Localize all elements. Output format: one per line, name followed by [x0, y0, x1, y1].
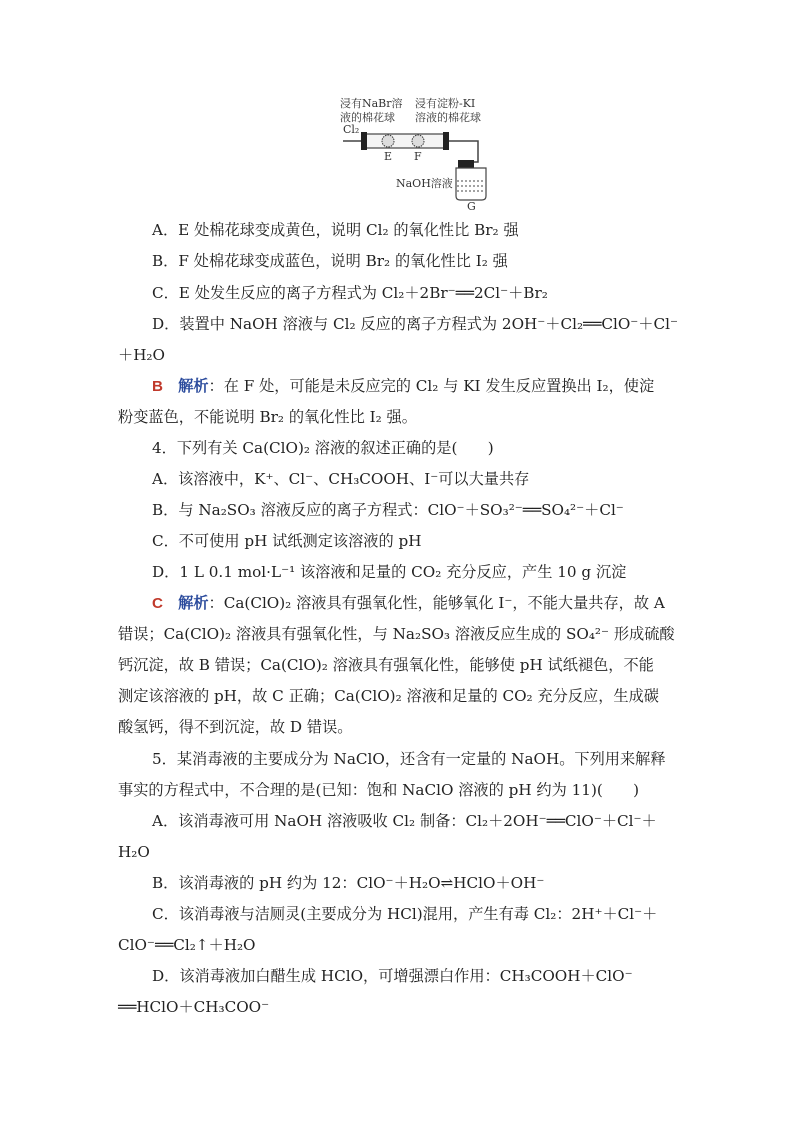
q3-analysis-line1	[152, 376, 654, 397]
q5-stem-line2: 事实的方程式中，不合理的是(已知：饱和 NaClO 溶液的 pH 约为 11)( )	[118, 781, 640, 799]
bottle-body	[456, 168, 486, 200]
q4-answer: C	[152, 595, 163, 612]
q3-analysis-text1: ：在 F 处，可能是未反应完的 Cl₂ 与 KI 发生反应置换出 I₂，使淀	[208, 377, 655, 395]
q3-analysis-line2: 粉变蓝色，不能说明 Br₂ 的氧化性比 I₂ 强。	[118, 408, 417, 426]
q4-analysis-line4: 测定该溶液的 pH，故 C 正确；Ca(ClO)₂ 溶液和足量的 CO₂ 充分反应，生成碳	[118, 687, 659, 705]
label-f: F	[414, 150, 422, 163]
q4-analysis-line3: 钙沉淀，故 B 错误；Ca(ClO)₂ 溶液具有强氧化性，能够使 pH 试纸褪色，不能	[118, 656, 654, 674]
label-nabr-line1: 浸有NaBr溶	[340, 97, 403, 110]
q5-option-a-line2: H₂O	[118, 843, 150, 861]
q4-option-d: D．1 L 0.1 mol·L⁻¹ 该溶液和足量的 CO₂ 充分反应，产生 10 g 沉淀	[152, 563, 627, 581]
q5-stem-line1: 5．某消毒液的主要成分为 NaClO，还含有一定量的 NaOH。下列用来解释	[152, 750, 666, 768]
q4-analysis-line1	[152, 593, 665, 614]
bottle-neck	[458, 160, 474, 168]
q3-answer: B	[152, 378, 163, 395]
label-g: G	[467, 200, 476, 213]
q4-option-c: C．不可使用 pH 试纸测定该溶液的 pH	[152, 532, 422, 550]
q3-option-b: B．F 处棉花球变成蓝色，说明 Br₂ 的氧化性比 I₂ 强	[152, 252, 508, 270]
q3-option-d-line1: D．装置中 NaOH 溶液与 Cl₂ 反应的离子方程式为 2OH⁻＋Cl₂══ClO⁻＋Cl⁻	[152, 315, 678, 333]
stopper-left	[361, 132, 367, 150]
q3-option-c: C．E 处发生反应的离子方程式为 Cl₂＋2Br⁻══2Cl⁻＋Br₂	[152, 284, 548, 302]
label-cl2: Cl₂	[343, 123, 360, 136]
q4-analysis-line2: 错误；Ca(ClO)₂ 溶液具有强氧化性，与 Na₂SO₃ 溶液反应生成的 SO₄²⁻ 形成硫酸	[118, 625, 675, 643]
q5-option-d-line1: D．该消毒液加白醋生成 HClO，可增强漂白作用：CH₃COOH＋ClO⁻	[152, 967, 633, 985]
q4-analysis-label: 解析	[178, 594, 209, 612]
q4-option-b: B．与 Na₂SO₃ 溶液反应的离子方程式：ClO⁻＋SO₃²⁻══SO₄²⁻＋Cl⁻	[152, 501, 624, 519]
label-nabr-line2: 液的棉花球	[340, 111, 395, 124]
label-ki-line2: 溶液的棉花球	[415, 111, 481, 124]
q3-option-d-line2: ＋H₂O	[118, 346, 165, 364]
glass-tube	[365, 134, 445, 148]
label-e: E	[384, 150, 393, 163]
q5-option-b: B．该消毒液的 pH 约为 12：ClO⁻＋H₂O⇌HClO＋OH⁻	[152, 874, 545, 892]
cotton-ball-f	[412, 135, 424, 147]
q3-analysis-label: 解析	[178, 377, 209, 395]
label-ki-line1: 浸有淀粉-KI	[415, 97, 476, 110]
cotton-ball-e	[382, 135, 394, 147]
q4-analysis-text1: ：Ca(ClO)₂ 溶液具有强氧化性，能够氧化 I⁻，不能大量共存，故 A	[208, 594, 665, 612]
q5-option-c-line1: C．该消毒液与洁厕灵(主要成分为 HCl)混用，产生有毒 Cl₂：2H⁺＋Cl⁻＋	[152, 905, 658, 923]
q3-option-a: A．E 处棉花球变成黄色，说明 Cl₂ 的氧化性比 Br₂ 强	[152, 221, 519, 239]
q4-option-a: A．该溶液中，K⁺、Cl⁻、CH₃COOH、I⁻可以大量共存	[152, 470, 530, 488]
q5-option-a-line1: A．该消毒液可用 NaOH 溶液吸收 Cl₂ 制备：Cl₂＋2OH⁻══ClO⁻＋Cl⁻＋	[152, 812, 657, 830]
q4-stem: 4．下列有关 Ca(ClO)₂ 溶液的叙述正确的是( )	[152, 439, 494, 457]
apparatus-figure	[0, 0, 794, 215]
q4-analysis-line5: 酸氢钙，得不到沉淀，故 D 错误。	[118, 718, 353, 736]
label-naoh: NaOH溶液	[396, 177, 453, 190]
q5-option-d-line2: ══HClO＋CH₃COO⁻	[118, 998, 270, 1016]
q5-option-c-line2: ClO⁻══Cl₂↑＋H₂O	[118, 936, 256, 954]
stopper-right	[443, 132, 449, 150]
